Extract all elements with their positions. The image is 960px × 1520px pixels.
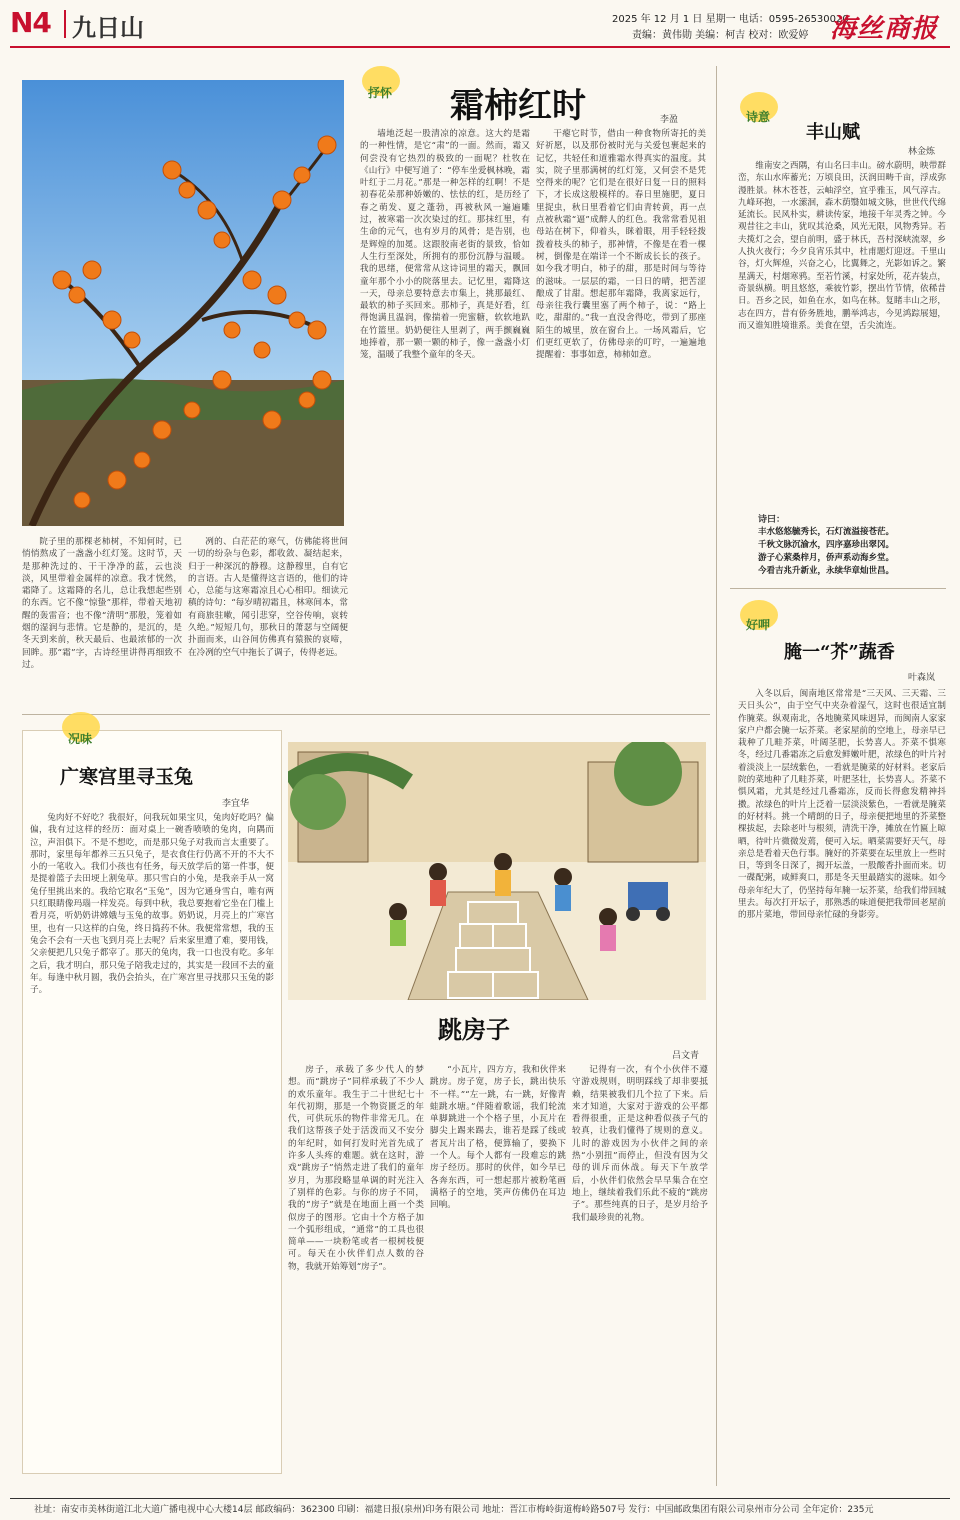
masthead-rule <box>10 46 950 48</box>
shuhuai-col-3-text: 墙地泛起一股清凉的凉意。这大约是霜的一种性情，是它“肃”的一面。然而，霜又何尝没有它热烈的极致的一面呢？杜牧在《山行》中便写道了：“停车坐爱枫林晚，霜叶红于二月花。”那是一种怎样的红啊！不是初春花朵那种娇嫩的、怯怯的红，是历经了春之萌发、夏之蓬勃，再被秋风一遍遍雕过，被寒霜一次次染过的红。那抹红里，有生命的元气，也有岁月的风骨；是告别，也是辉煌的加冕。这跟胶南老街的景致，恰如人生行至深处，所拥有的那份沉静与温暖。我的思绪，便常常从这诗词里的霜天，飘回童年那个小小的院落里去。记忆里，霜降这一天，母亲总要特意去市集上，挑那最红、最软的柿子买回来。那柿子，真是好看，红得饱满且温润，像揣着一兜蜜糖，软软地趴在竹篮里。奶奶便往人里剥了，两手颤巍巍地捧着，那一颗一颗的柿子，像一盏盏小灯笼，温暖了我整个童年的冬天。 <box>360 129 530 361</box>
footer-rule <box>10 1498 950 1499</box>
tiaofangzi-col-1-text: 房子，承载了多少代人的梦想。而“跳房子”同样承载了不少人的欢乐童年。我生于二十世纪七十年代初期，那是一个物资匮乏的年代，可供玩乐的物件非常无几。在我们这帮孩子处于活泼而又不安分的年纪时，如何打发时光首先成了许多人头疼的难题。就在这时，游戏“跳房子”悄然走进了我们的童年岁月，为那段略显单调的时光注入了别样的色彩。与你的房子不同，我的“房子”就是在地面上画一个类似房子的图形。它由十个方格子加一个弧形组成，“通常”的工具也很简单——一块粉笔或者一根树枝便可。每天在小伙伴们点人数的谷物，我就开始筹划“房子”。 <box>288 1065 424 1272</box>
haoba-title: 腌一“芥”蔬香 <box>784 642 895 663</box>
date-phone: 2025 年 12 月 1 日 星期一 电话：0595-26530020 <box>612 14 849 25</box>
shuhuai-col-2-text: 冽的、白茫茫的寒气，仿佛能将世间一切的纷杂与色彩，都收敛、凝结起来，归于一种深沉的静穆。这静穆里，自有它的言语。古人是懂得这言语的，他们的诗心，总能与这寒霜凉且心心相印。细读元稹的诗句：“每岁晴初霜且，林寒间本，常有商旅驻嗽，闻引悲穿，空谷传响，哀转久绝。”短短几句，那秋日的萧瑟与空阔便扑面而来，山谷间仿佛真有猿猴的哀啼，在冷冽的空气中拖长了调子，传得老远。 <box>188 537 348 658</box>
hopscotch-drawing <box>288 742 706 1000</box>
shuhuai-col-3 <box>360 128 530 706</box>
shuhuai-col-1-text: 院子里的那棵老柿树，不知何时，已悄悄熬成了一盏盏小红灯笼。这时节，天是那种洗过的、干干净净的蓝，云也淡淡，风里带着金属样的凉意。我才恍然，霜降了。这霜降的名儿，总让我想起些别的东西。它不像“惊蛰”那样，带着天地初醒的轰雷音；也不像“清明”那般，笼着如烟的湿润与悲情。它是静的，是沉的，是冬天到来前，秋天最后、也最浓郁的一次回眸。那“霜”字，古诗经里讲得再细致不过。 <box>22 537 182 670</box>
shuhuai-author: 李盈 <box>660 115 679 125</box>
shiyi-author: 林金炼 <box>908 147 936 157</box>
tiaofangzi-title: 跳房子 <box>438 1015 510 1044</box>
tiaofangzi-col-2-text: “小瓦片，四方方，我和伙伴来跳房。房子宽，房子长，跳出快乐不一样。”“左一跳，右一跳，好像青蛙跳水塘。”伴随着歌谣，我们轮流单脚跳进一个个格子里，小瓦片在脚尖上踢来踢去，谁若是踩了线或者瓦片出了格，便算输了，要换下一个人。每个人都有一段难忘的跳房子经历。那时的伙伴，如今早已各奔东西，可一想起那片被粉笔画满格子的空地，笑声仿佛仍在耳边回响。 <box>430 1065 566 1211</box>
page-separator <box>64 10 66 38</box>
divider-h-top <box>22 714 710 715</box>
persimmon-photo-drawing <box>22 80 344 526</box>
poem-line: 千秋文脉沉渝水，四序嘉珍出翠冈。 <box>758 540 895 550</box>
divider-v-right <box>716 66 717 1486</box>
tiaofangzi-col-2 <box>430 1064 566 1488</box>
haoba-badge: 好呷 <box>746 618 771 632</box>
haoba-body <box>738 688 946 1488</box>
page-number: N4 <box>10 6 51 39</box>
hopscotch-illustration <box>288 742 706 1000</box>
poem <box>758 526 946 578</box>
shiyi-title: 丰山赋 <box>806 122 860 143</box>
haoba-author: 叶森岚 <box>908 673 936 683</box>
kuangwei-title: 广寒宫里寻玉兔 <box>60 766 194 788</box>
divider-right-mid <box>730 588 946 589</box>
shiyi-body-text: 维南安之西隅，有山名曰丰山。磅水蔚明，映带群峦，东山水库蓄光；万顷良田，沃润田畴千亩，浮成弥漫胜景。林木苍苍，云岫浮空，宜乎雅玉，风气淳古。九峰环抱，一水潆洄，森木荫翳如城文脉，世世代代绵延流长。民风朴实，耕读传家，地接千年灵秀之钟。今观昔往之丰山，犹叹其沧桑，风光无限，风物秀异。若夫揽灯之会，望自前明，盛于林氏，吾村深峡流翠，乡人执火夜行；今夕良宵乐其中，杜甫题灯迎迓。千里山谷，灯火辉煌，兴奋之心，比翼舞之，光影如诉之。繁星满天，村烟寒鸦。至若竹溪，村家处所，花卉装点，奇景纵横。明且悠悠，乘彼竹影，摆出竹节情，依稀昔日。吾乡之民，如鱼在水，如鸟在林。复睹丰山之形，志在四方，昔有侨务胜地，鹏举鸿志，今见鸿踪展翅，而又谁知胜境谁系。美食在望，舌尖流连。 <box>738 161 946 331</box>
shuhuai-badge: 抒怀 <box>368 86 393 100</box>
tiaofangzi-author: 吕文青 <box>672 1051 700 1061</box>
poem-line: 丰水悠悠毓秀长，石灯流溢接苍茫。 <box>758 527 895 537</box>
shiyi-badge: 诗意 <box>746 110 771 124</box>
poem-label: 诗曰： <box>758 515 786 525</box>
shuhuai-col-1 <box>22 536 182 706</box>
masthead <box>0 0 960 48</box>
kuangwei-body-text: 兔肉好不好吃？我很好，问我玩如果宝贝，兔肉好吃吗？偏偏，我有过这样的经历：面对桌上一碗香喷喷的兔肉，向隅而泣，声泪俱下。不是不想吃，而是那只兔子对我而言太重要了。那时，家里每年都养三五只兔子，是衣食住行仍离不开的不大不小的一笔收入。我们小孩也有任务，每天放学后的第一件事，便是提着篮子去田埂上割兔草。那只雪白的小兔，是我亲手从一窝兔仔里挑出来的。我给它取名“玉兔”，因为它通身雪白，唯有两只红眼睛像玛瑙一样发亮。每到中秋，我总要抱着它坐在门槛上看月亮，听奶奶讲嫦娥与玉兔的故事。奶奶说，月亮上的广寒宫里，也有一只这样的白兔，终日捣药不休。我便常常想，我的玉兔会不会有一天也飞到月亮上去呢？后来家里遭了难，要用钱，父亲便把几只兔子都宰了。那天的兔肉，我一口也没有吃。多年之后，我才明白，那只兔子陪我走过的，其实是一段回不去的童年。每逢中秋月圆，我仍会抬头，在广寒宫里寻找那只玉兔的影子。 <box>30 813 274 996</box>
shuhuai-col-2 <box>188 536 348 706</box>
shuhuai-col-4 <box>536 128 706 706</box>
shuhuai-col-4-text: 干瘪它时节，借由一种食物所寄托的美好祈愿，以及那份被时光与关爱包裹起来的记忆，共轻任和道雅霜水得真实的温度。其实，院子里那满树的红灯笼，又何尝不是凭空得来的呢？它们是在很好日复一日的照料下，才长成这般模样的。春日里施肥，夏日里捉虫，秋日里看着它们由青转黄，再一点点被秋霜“逼”成醉人的红色。我常常看见祖母站在树下，仰着头，眯着眼，用手轻轻拨拨着枝头的柿子，那神情，不像是在看一棵树，倒像是在端详一个不断成长长的孩子。如今我才明白，柿子的甜，那是时间与等待的滋味。一层层的霜，一日日的晴，把苦涩酿成了甘甜。想起那年霜降，我离家远行，母亲往我行囊里塞了两个柿子，说：“路上吃，甜甜的。”我一直没舍得吃，带到了那座陌生的城里，放在窗台上。一场风霜后，它们更红更软了，仿佛母亲的叮咛，一遍遍地提醒着：事事如意，柿柿如意。 <box>536 129 706 361</box>
poem-line: 游子心萦桑梓月，侨声系动海乡堂。 <box>758 553 895 563</box>
section-name: 九日山 <box>72 14 144 42</box>
haoba-body-text: 入冬以后，闽南地区常常是“三天风、三天霜、三天日头公”，由于空气中夹杂着湿气，这时也很适宜制作腌菜。纵观南北，各地腌菜风味迥异，而闽南人家家家户户都会腌一坛芥菜。老家屋前的空地上，母亲早已栽种了几畦芥菜，叶阔茎肥，长势喜人。芥菜不惧寒冬，经过几番霜冻之后愈发鲜嫩叶肥，浓绿色的叶片衬着淡淡上一层绒紫色，一看就是腌菜的好材料。老家后院的菜地种了几畦芥菜，叶肥茎壮，长势喜人。芥菜不惧风霜，尤其是经过几番霜冻，反而长得愈发精神抖擞。浓绿色的叶片上泛着一层淡淡紫色，一看就是腌菜的好材料。挑一个晴朗的日子，母亲便把地里的芥菜整棵拔起，去除老叶与根须，清洗干净，摊放在竹匾上晾晒，待叶片微微发蔫，便可入坛。晒菜需要好天气，母亲总是看着天色行事。腌好的芥菜要在坛里放上一些时日，等到冬日深了，揭开坛盖，一股酸香扑面而来。切一碟配粥，咸鲜爽口，那是冬天里最踏实的滋味。如今母亲年纪大了，仍坚持每年腌一坛芥菜，给我们带回城里去。每次打开坛子，那熟悉的味道便把我带回老屋前的那片菜地，带回母亲忙碌的身影旁。 <box>738 689 946 921</box>
newspaper-logo: 海丝商报 <box>830 14 939 44</box>
persimmon-tree-photo <box>22 80 344 526</box>
shuhuai-title: 霜柿红时 <box>450 86 586 126</box>
tiaofangzi-col-3-text: 记得有一次，有个小伙伴不遵守游戏规则，明明踩线了却非要抵赖，结果被我们几个拉了下来。后来才知道，大家对于游戏的公平都看得很重，正是这种看似孩子气的较真，让我们懂得了规则的意义。儿时的游戏因为小伙伴之间的亲热“小别扭”而停止，但没有因为父母的训斥而休战。每天下午放学后，小伙伴们依然会早早集合在空地上，继续着我们乐此不疲的“跳房子”。那些纯真的日子，是岁月给予我们最珍贵的礼物。 <box>572 1065 708 1223</box>
poem-line: 今看吉兆升新业，永续华章灿世昌。 <box>758 566 895 576</box>
kuangwei-badge: 况味 <box>68 732 93 746</box>
editors: 责编：黄伟勋 美编：柯吉 校对：欧爱婷 <box>632 30 809 41</box>
kuangwei-body <box>30 812 274 1468</box>
tiaofangzi-col-1 <box>288 1064 424 1488</box>
kuangwei-author: 李宜华 <box>222 799 250 809</box>
tiaofangzi-col-3 <box>572 1064 708 1488</box>
footer-info: 社址：南安市美林街道江北大道广播电视中心大楼14层 邮政编码：362300 印刷：福建日报(泉州)印务有限公司 地址：晋江市梅岭街道梅岭路507号 发行：中国邮政集团有限公司泉州市分公司 全年定价：235元 <box>34 1505 874 1515</box>
shiyi-body <box>738 160 946 512</box>
